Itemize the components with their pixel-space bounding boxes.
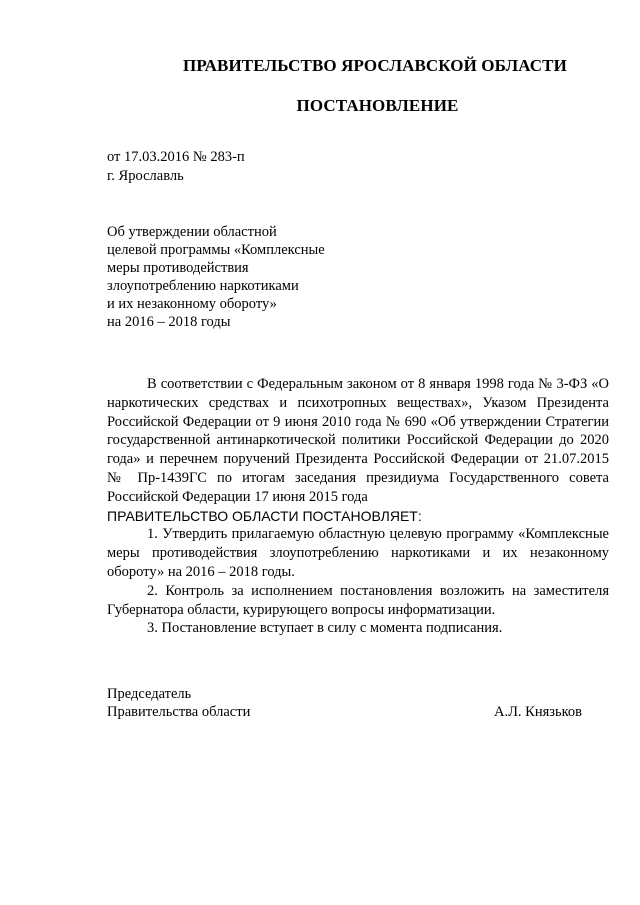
title-line: и их незаконному обороту» — [107, 296, 277, 312]
signatory-position-line1: Председатель — [107, 686, 192, 702]
point-1: 1. Утвердить прилагаемую областную целевую программу «Комплексные меры противодействия злоупотреблению наркотиками и их незаконному обороту» на 2016 – 2018 годы. — [107, 526, 609, 580]
point-2: 2. Контроль за исполнением постановления возложить на заместителя Губернатора области, курирующего вопросы информатизации. — [107, 582, 609, 618]
decree-statement: ПРАВИТЕЛЬСТВО ОБЛАСТИ ПОСТАНОВЛЯЕТ: — [107, 507, 422, 524]
title-line: Об утверждении областной — [107, 224, 277, 240]
signatory-name: А.Л. Князьков — [494, 704, 583, 720]
title-line: меры противодействия — [107, 260, 249, 276]
organization-header: ПРАВИТЕЛЬСТВО ЯРОСЛАВСКОЙ ОБЛАСТИ — [183, 56, 567, 75]
city: г. Ярославль — [107, 168, 184, 184]
preamble: В соответствии с Федеральным законом от 8 января 1998 года № 3-ФЗ «О наркотических средствах и психотропных веществах», Указом Президента Российской Федерации от 9 июня 2010 года № 690 «Об утверждении Стратегии государственной антинаркотической политики Российской Федерации до 2020 года» и перечнем поручений Президента Российской Федерации от 21.07.2015 № Пр-1439ГС по итогам заседания президиума Государственного совета Российской Федерации 17 июня 2015 года — [107, 376, 609, 505]
signatory-position-line2: Правительства области — [107, 704, 251, 720]
document-body — [107, 375, 609, 638]
date-number: от 17.03.2016 № 283-п — [107, 149, 245, 165]
document-type: ПОСТАНОВЛЕНИЕ — [296, 96, 459, 115]
point-3: 3. Постановление вступает в силу с момента подписания. — [147, 620, 503, 637]
title-line: злоупотреблению наркотиками — [107, 278, 299, 294]
title-line: на 2016 – 2018 годы — [107, 314, 231, 330]
title-line: целевой программы «Комплексные — [107, 242, 325, 258]
